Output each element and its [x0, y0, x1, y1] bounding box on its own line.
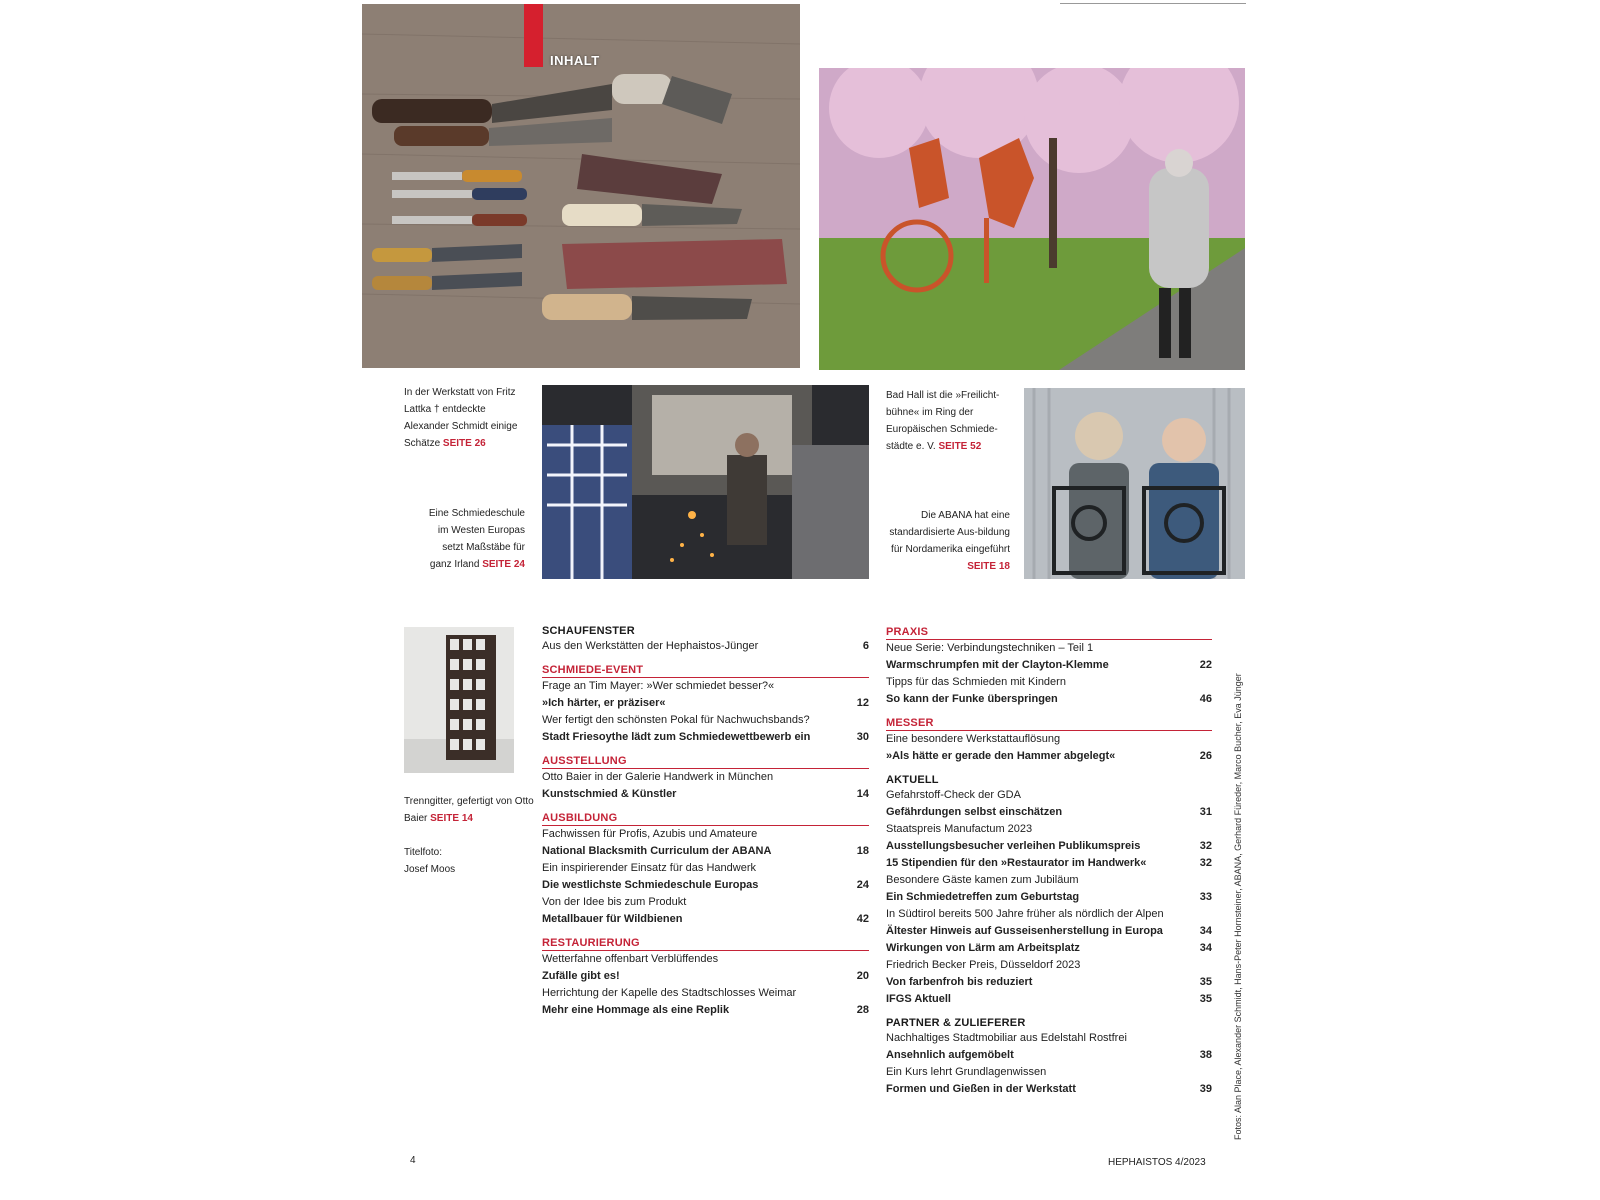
toc-entry[interactable] — [542, 769, 869, 786]
toc-entry-text: Mehr eine Hommage als eine Replik — [542, 1004, 730, 1016]
toc-entry-text: Friedrich Becker Preis, Düsseldorf 2023 — [886, 959, 1081, 971]
toc-entry-text: In Südtirol bereits 500 Jahre früher als nördlich der Alpen — [886, 908, 1164, 920]
toc-entry-page — [1196, 1030, 1212, 1047]
toc-entry-text: Ältester Hinweis auf Gusseisenherstellung in Europa — [886, 925, 1163, 937]
toc-entry-page — [853, 985, 869, 1002]
toc-entry-page: 28 — [856, 1004, 869, 1016]
toc-entry-page: 20 — [856, 970, 869, 982]
cover-credit — [404, 844, 534, 878]
toc-entry-page: 12 — [856, 697, 869, 709]
toc-entry[interactable] — [542, 843, 869, 860]
toc-entry-text: Besondere Gäste kamen zum Jubiläum — [886, 874, 1079, 886]
toc-entry-page — [1196, 731, 1212, 748]
toc-entry[interactable] — [886, 957, 1212, 974]
toc-entry[interactable] — [542, 894, 869, 911]
toc-entry[interactable] — [542, 695, 869, 712]
toc-entry[interactable] — [886, 674, 1212, 691]
toc-section-title: SCHMIEDE-EVENT — [542, 664, 869, 678]
toc-entry[interactable] — [542, 968, 869, 985]
toc-entry-page: 34 — [1199, 925, 1212, 937]
toc-entry-page: 46 — [1199, 693, 1212, 705]
toc-entry[interactable] — [542, 826, 869, 843]
toc-entry[interactable] — [886, 787, 1212, 804]
toc-entry[interactable] — [542, 951, 869, 968]
toc-entry-page: 31 — [1199, 806, 1212, 818]
toc-entry-text: Stadt Friesoythe lädt zum Schmiedewettbewerb ein — [542, 731, 811, 743]
toc-entry-text: Die westlichste Schmiedeschule Europas — [542, 879, 759, 891]
toc-entry-text: Fachwissen für Profis, Azubis und Amateure — [542, 828, 758, 840]
toc-section-title: PARTNER & ZULIEFERER — [886, 1017, 1026, 1029]
caption-badhall-ref: SEITE 52 — [938, 441, 982, 452]
toc-entry-page: 38 — [1199, 1049, 1212, 1061]
toc-entry-text: Tipps für das Schmieden mit Kindern — [886, 676, 1066, 688]
forge-photo — [542, 385, 869, 579]
toc-entry[interactable] — [542, 911, 869, 928]
toc-entry-page: 35 — [1199, 976, 1212, 988]
toc-section-title: PRAXIS — [886, 626, 1212, 640]
toc-entry[interactable] — [886, 804, 1212, 821]
toc-entry-text: »Als hätte er gerade den Hammer abgelegt« — [886, 750, 1116, 762]
toc-entry-page — [1196, 821, 1212, 838]
toc-entry-text: Aus den Werkstätten der Hephaistos-Jünger — [542, 640, 759, 652]
toc-section — [542, 755, 869, 803]
toc-entry-page: 32 — [1199, 857, 1212, 869]
toc-entry-text: Otto Baier in der Galerie Handwerk in München — [542, 771, 774, 783]
toc-entry-text: Metallbauer für Wildbienen — [542, 913, 683, 925]
toc-section — [886, 1017, 1212, 1098]
section-label: INHALT — [550, 53, 600, 68]
toc-section — [886, 717, 1212, 765]
toc-entry[interactable] — [542, 786, 869, 803]
toc-entry-page: 24 — [856, 879, 869, 891]
toc-entry-text: Wer fertigt den schönsten Pokal für Nachwuchsbands? — [542, 714, 810, 726]
toc-entry[interactable] — [886, 821, 1212, 838]
toc-entry-page — [1196, 872, 1212, 889]
toc-entry-page: 34 — [1199, 942, 1212, 954]
toc-entry-page — [853, 860, 869, 877]
toc-entry-text: Gefährdungen selbst einschätzen — [886, 806, 1063, 818]
caption-badhall — [886, 387, 1010, 455]
toc-entry[interactable] — [542, 877, 869, 894]
toc-section — [542, 664, 869, 746]
toc-entry-page: 33 — [1199, 891, 1212, 903]
toc-entry-page: 39 — [1199, 1083, 1212, 1095]
toc-entry-page: 6 — [862, 640, 869, 652]
toc-entry-text: Frage an Tim Mayer: »Wer schmiedet besser?« — [542, 680, 775, 692]
toc-entry-text: »Ich härter, er präziser« — [542, 697, 666, 709]
toc-entry[interactable] — [886, 691, 1212, 708]
toc-entry-page: 14 — [856, 788, 869, 800]
caption-workshop-text: In der Werkstatt von Fritz Lattka † entdeckte Alexander Schmidt einige Schätze — [404, 387, 518, 449]
toc-entry[interactable] — [542, 729, 869, 746]
toc-entry-text: Herrichtung der Kapelle des Stadtschlosses Weimar — [542, 987, 797, 999]
toc-entry-text: Ein inspirierender Einsatz für das Handwerk — [542, 862, 756, 874]
toc-entry-text: Ein Schmiedetreffen zum Geburtstag — [886, 891, 1080, 903]
toc-entry-page: 42 — [856, 913, 869, 925]
toc-entry-page — [1196, 674, 1212, 691]
cover-credit-label: Titelfoto: — [404, 847, 442, 858]
toc-entry-text: Warmschrumpfen mit der Clayton-Klemme — [886, 659, 1109, 671]
toc-entry[interactable] — [886, 640, 1212, 657]
toc-section — [542, 812, 869, 928]
toc-entry[interactable] — [886, 1064, 1212, 1081]
caption-abana — [885, 507, 1010, 575]
toc-entry[interactable] — [542, 712, 869, 729]
caption-workshop-ref: SEITE 26 — [442, 438, 486, 449]
caption-grille — [404, 793, 534, 827]
toc-entry-text: Formen und Gießen in der Werkstatt — [886, 1083, 1076, 1095]
toc-entry-text: 15 Stipendien für den »Restaurator im Handwerk« — [886, 857, 1147, 869]
toc-entry[interactable] — [886, 923, 1212, 940]
caption-grille-text: Trenngitter, gefertigt von Otto Baier — [404, 796, 534, 824]
toc-entry[interactable] — [886, 1081, 1212, 1098]
toc-entry-text: IFGS Aktuell — [886, 993, 951, 1005]
toc-entry-page: 35 — [1199, 993, 1212, 1005]
toc-entry-text: Ansehnlich aufgemöbelt — [886, 1049, 1014, 1061]
photo-credits: Fotos: Alan Place, Alexander Schmidt, Hans-Peter Hornsteiner, ABANA, Gerhard Füreder, Marco Bucher, Eva Jünger — [1233, 673, 1243, 1140]
page-number: 4 — [410, 1155, 416, 1166]
toc-entry[interactable] — [542, 985, 869, 1002]
toc-entry[interactable] — [886, 889, 1212, 906]
toc-entry-page — [853, 678, 869, 695]
caption-abana-ref: SEITE 18 — [967, 561, 1010, 572]
caption-ireland-ref: SEITE 24 — [482, 559, 525, 570]
toc-entry-text: Wirkungen von Lärm am Arbeitsplatz — [886, 942, 1080, 954]
toc-entry[interactable] — [542, 860, 869, 877]
grille-photo — [404, 627, 514, 773]
toc-entry-page — [1196, 1064, 1212, 1081]
toc-entry-text: Staatspreis Manufactum 2023 — [886, 823, 1033, 835]
toc-entry-page: 30 — [856, 731, 869, 743]
toc-section — [542, 625, 869, 655]
toc-entry-text: Von der Idee bis zum Produkt — [542, 896, 687, 908]
toc-entry-text: Ein Kurs lehrt Grundlagenwissen — [886, 1066, 1047, 1078]
badhall-photo — [819, 68, 1245, 370]
toc-entry-page: 22 — [1199, 659, 1212, 671]
caption-workshop — [404, 384, 532, 452]
magazine-issue: HEPHAISTOS 4/2023 — [1108, 1157, 1206, 1168]
red-bar — [524, 4, 543, 67]
toc-section-title: SCHAUFENSTER — [542, 625, 635, 637]
toc-entry-text: Eine besondere Werkstattauflösung — [886, 733, 1061, 745]
toc-entry-page — [1196, 640, 1212, 657]
toc-section — [886, 774, 1212, 1008]
caption-ireland-text: Eine Schmiedeschule im Westen Europas setzt Maßstäbe für ganz Irland — [428, 508, 525, 570]
toc-entry-page — [1196, 957, 1212, 974]
toc-entry-page — [853, 894, 869, 911]
toc-entry[interactable] — [542, 1002, 869, 1019]
toc-entry[interactable] — [886, 872, 1212, 889]
toc-entry-page — [853, 951, 869, 968]
toc-left-column — [542, 625, 869, 1028]
toc-entry-text: Zufälle gibt es! — [542, 970, 620, 982]
toc-entry-page — [853, 826, 869, 843]
toc-right-column — [886, 626, 1212, 1107]
toc-entry[interactable] — [542, 638, 869, 655]
toc-entry-page: 18 — [856, 845, 869, 857]
toc-entry-text: Kunstschmied & Künstler — [542, 788, 677, 800]
toc-entry-page — [853, 769, 869, 786]
caption-ireland — [420, 505, 525, 573]
toc-entry-page — [1196, 906, 1212, 923]
toc-entry-page — [1196, 787, 1212, 804]
toc-entry-text: Ausstellungsbesucher verleihen Publikumspreis — [886, 840, 1141, 852]
abana-photo — [1024, 388, 1245, 579]
toc-entry[interactable] — [886, 906, 1212, 923]
toc-entry-text: Wetterfahne offenbart Verblüffendes — [542, 953, 719, 965]
toc-entry[interactable] — [886, 940, 1212, 957]
toc-entry[interactable] — [886, 1047, 1212, 1064]
toc-entry[interactable] — [886, 1030, 1212, 1047]
caption-abana-text: Die ABANA hat eine standardisierte Aus-bildung für Nordamerika eingeführt — [889, 510, 1010, 555]
toc-entry[interactable] — [886, 748, 1212, 765]
toc-section-title: MESSER — [886, 717, 1212, 731]
toc-section-title: AUSBILDUNG — [542, 812, 869, 826]
toc-entry[interactable] — [886, 731, 1212, 748]
toc-entry[interactable] — [542, 678, 869, 695]
toc-entry-page: 32 — [1199, 840, 1212, 852]
toc-entry-text: Von farbenfroh bis reduziert — [886, 976, 1033, 988]
toc-entry-text: Gefahrstoff-Check der GDA — [886, 789, 1021, 801]
toc-section-title: AUSSTELLUNG — [542, 755, 869, 769]
toc-entry-text: So kann der Funke überspringen — [886, 693, 1058, 705]
cover-credit-name: Josef Moos — [404, 864, 456, 875]
toc-entry[interactable] — [886, 974, 1212, 991]
toc-section-title: AKTUELL — [886, 774, 939, 786]
caption-grille-ref: SEITE 14 — [430, 813, 473, 824]
toc-section — [542, 937, 869, 1019]
toc-entry-text: National Blacksmith Curriculum der ABANA — [542, 845, 772, 857]
toc-entry-text: Neue Serie: Verbindungstechniken – Teil 1 — [886, 642, 1094, 654]
toc-entry[interactable] — [886, 838, 1212, 855]
toc-entry[interactable] — [886, 991, 1212, 1008]
toc-entry[interactable] — [886, 855, 1212, 872]
caption-badhall-text: Bad Hall ist die »Freilicht-bühne« im Ring der Europäischen Schmiede-städte e. V. — [886, 390, 1000, 452]
toc-section-title: RESTAURIERUNG — [542, 937, 869, 951]
top-rule — [1060, 3, 1246, 4]
toc-entry-page: 26 — [1199, 750, 1212, 762]
toc-entry-text: Nachhaltiges Stadtmobiliar aus Edelstahl Rostfrei — [886, 1032, 1127, 1044]
toc-entry-page — [853, 712, 869, 729]
toc-section — [886, 626, 1212, 708]
toc-entry[interactable] — [886, 657, 1212, 674]
